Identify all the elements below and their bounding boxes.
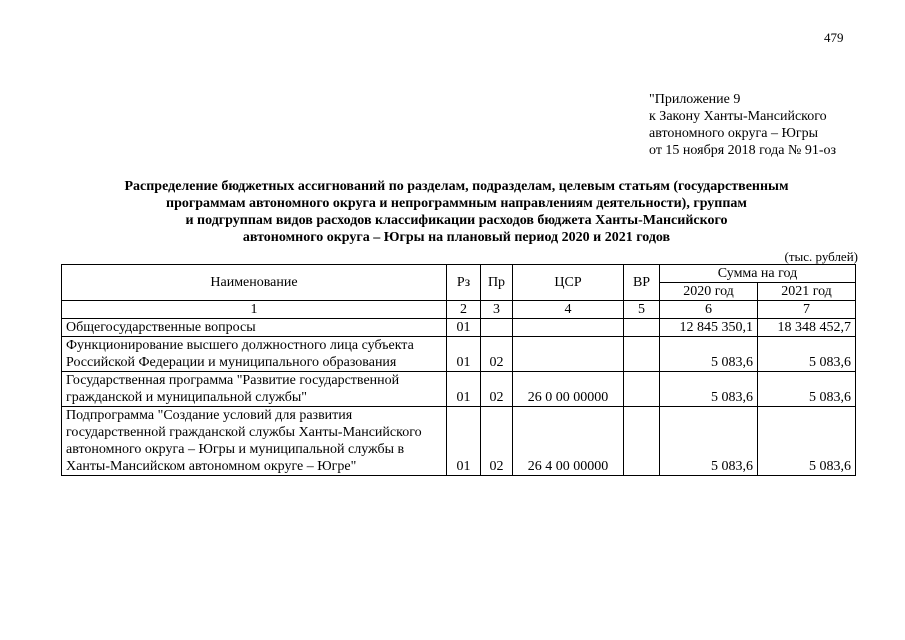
row-name: Государственная программа "Развитие государственной гражданской и муниципальной службы" bbox=[62, 372, 447, 407]
title-line: и подгруппам видов расходов классификации расходов бюджета Ханты-Мансийского bbox=[185, 213, 728, 228]
row-2021: 5 083,6 bbox=[758, 407, 856, 476]
header-rz: Рз bbox=[447, 265, 481, 301]
column-number: 2 bbox=[447, 301, 481, 319]
header-name: Наименование bbox=[62, 265, 447, 301]
column-number: 3 bbox=[481, 301, 513, 319]
row-2021: 5 083,6 bbox=[758, 337, 856, 372]
column-number: 5 bbox=[624, 301, 660, 319]
row-csr bbox=[513, 337, 624, 372]
row-rz: 01 bbox=[447, 372, 481, 407]
row-pr: 02 bbox=[481, 337, 513, 372]
appendix-reference bbox=[649, 91, 836, 159]
table-row bbox=[62, 407, 856, 476]
header-vr: ВР bbox=[624, 265, 660, 301]
column-number: 6 bbox=[660, 301, 758, 319]
title-line: Распределение бюджетных ассигнований по разделам, подразделам, целевым статьям (государственным bbox=[124, 179, 789, 194]
table-row bbox=[62, 337, 856, 372]
column-number: 4 bbox=[513, 301, 624, 319]
row-csr: 26 4 00 00000 bbox=[513, 407, 624, 476]
table-row bbox=[62, 319, 856, 337]
row-2020: 5 083,6 bbox=[660, 372, 758, 407]
row-vr bbox=[624, 407, 660, 476]
appendix-line: от 15 ноября 2018 года № 91-оз bbox=[649, 143, 837, 158]
row-2020: 12 845 350,1 bbox=[660, 319, 758, 337]
table-row bbox=[62, 372, 856, 407]
column-number: 1 bbox=[62, 301, 447, 319]
row-2021: 5 083,6 bbox=[758, 372, 856, 407]
row-name: Подпрограмма "Создание условий для развития государственной гражданской службы Ханты-Мансийского автономного округа – Югры и муниципальной службы в Ханты-Мансийском автономном округе – Югре" bbox=[62, 407, 447, 476]
page-number: 479 bbox=[824, 30, 844, 45]
header-row bbox=[62, 265, 856, 283]
header-2020: 2020 год bbox=[660, 283, 758, 301]
title-line: программам автономного округа и непрограммным направлениям деятельности), группам bbox=[166, 196, 747, 211]
row-csr: 26 0 00 00000 bbox=[513, 372, 624, 407]
row-csr bbox=[513, 319, 624, 337]
appendix-line: к Закону Ханты-Мансийского bbox=[649, 109, 827, 124]
document-title bbox=[60, 178, 853, 246]
header-2021: 2021 год bbox=[758, 283, 856, 301]
title-line: автономного округа – Югры на плановый период 2020 и 2021 годов bbox=[242, 230, 671, 245]
column-number-row bbox=[62, 301, 856, 319]
appendix-line: автономного округа – Югры bbox=[649, 126, 818, 141]
header-sum: Сумма на год bbox=[660, 265, 856, 283]
row-pr: 02 bbox=[481, 407, 513, 476]
header-csr: ЦСР bbox=[513, 265, 624, 301]
row-pr bbox=[481, 319, 513, 337]
row-name: Функционирование высшего должностного лица субъекта Российской Федерации и муниципального образования bbox=[62, 337, 447, 372]
row-2020: 5 083,6 bbox=[660, 407, 758, 476]
row-vr bbox=[624, 372, 660, 407]
row-pr: 02 bbox=[481, 372, 513, 407]
row-2021: 18 348 452,7 bbox=[758, 319, 856, 337]
row-rz: 01 bbox=[447, 407, 481, 476]
header-pr: Пр bbox=[481, 265, 513, 301]
row-vr bbox=[624, 337, 660, 372]
row-2020: 5 083,6 bbox=[660, 337, 758, 372]
row-vr bbox=[624, 319, 660, 337]
row-rz: 01 bbox=[447, 337, 481, 372]
row-name: Общегосударственные вопросы bbox=[62, 319, 447, 337]
appendix-line: "Приложение 9 bbox=[649, 92, 741, 107]
row-rz: 01 bbox=[447, 319, 481, 337]
column-number: 7 bbox=[758, 301, 856, 319]
budget-table bbox=[61, 264, 856, 476]
units-label: (тыс. рублей) bbox=[784, 249, 858, 264]
